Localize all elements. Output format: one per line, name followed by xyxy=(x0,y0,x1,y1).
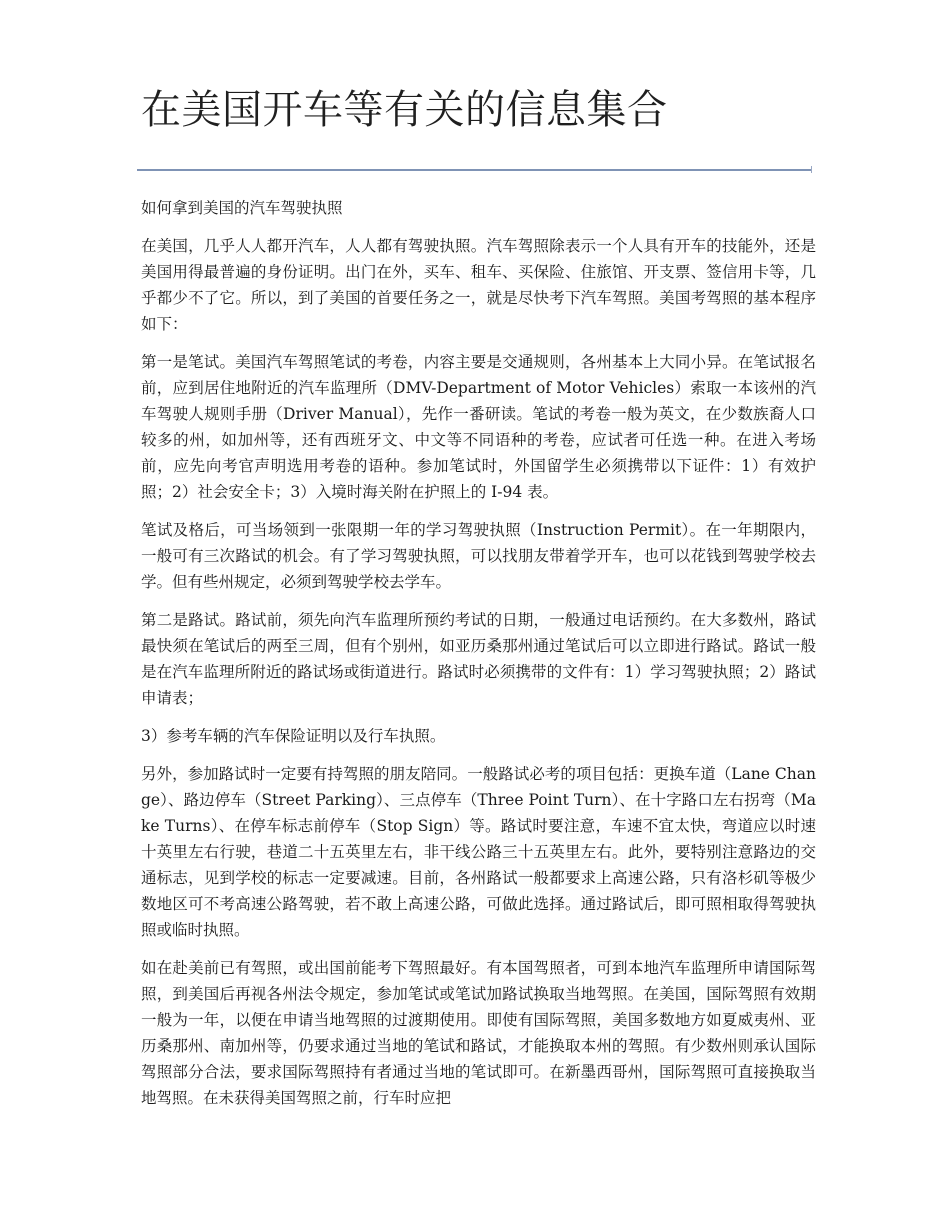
title-underline-end xyxy=(811,166,812,173)
document-body xyxy=(141,195,816,1123)
title-underline xyxy=(137,169,812,171)
document-title: 在美国开车等有关的信息集合 xyxy=(141,87,668,133)
paragraph-road-test-items: 另外，参加路试时一定要有持驾照的朋友陪同。一般路试必考的项目包括：更换车道（Lane Change）、路边停车（Street Parking）、三点停车（Three Point Turn）、在十字路口左右拐弯（Make Turns）、在停车标志前停车（Stop Sign）等。路试时要注意，车速不宜太快，弯道应以时速十英里左右行驶，巷道二十五英里左右，非干线公路三十五英里左右。此外，要特别注意路边的交通标志，见到学校的标志一定要减速。目前，各州路试一般都要求上高速公路，只有洛杉矶等极少数地区可不考高速公路驾驶，若不敢上高速公路，可做此选择。通过路试后，即可照相取得驾驶执照或临时执照。 xyxy=(141,765,816,939)
section-heading: 如何拿到美国的汽车驾驶执照 xyxy=(141,199,343,217)
paragraph-intro: 在美国，几乎人人都开汽车，人人都有驾驶执照。汽车驾照除表示一个人具有开车的技能外，还是美国用得最普遍的身份证明。出门在外，买车、租车、买保险、住旅馆、开支票、签信用卡等，几乎都少不了它。所以，到了美国的首要任务之一，就是尽快考下汽车驾照。美国考驾照的基本程序如下： xyxy=(141,237,816,333)
paragraph-written-test: 第一是笔试。美国汽车驾照笔试的考卷，内容主要是交通规则，各州基本上大同小异。在笔试报名前，应到居住地附近的汽车监理所（DMV-Department of Motor Vehicles）索取一本该州的汽车驾驶人规则手册（Driver Manual），先作一番研读。笔试的考卷一般为英文，在少数族裔人口较多的州，如加州等，还有西班牙文、中文等不同语种的考卷，应试者可任选一种。在进入考场前，应先向考官声明选用考卷的语种。参加笔试时，外国留学生必须携带以下证件：1）有效护照；2）社会安全卡；3）入境时海关附在护照上的 I-94 表。 xyxy=(141,353,816,501)
paragraph-international-license: 如在赴美前已有驾照，或出国前能考下驾照最好。有本国驾照者，可到本地汽车监理所申请国际驾照，到美国后再视各州法令规定，参加笔试或笔试加路试换取当地驾照。在美国，国际驾照有效期一般为一年，以便在申请当地驾照的过渡期使用。即使有国际驾照，美国多数地方如夏威夷州、亚历桑那州、南加州等，仍要求通过当地的笔试和路试，才能换取本州的驾照。有少数州则承认国际驾照部分合法，要求国际驾照持有者通过当地的笔试即可。在新墨西哥州，国际驾照可直接换取当地驾照。在未获得美国驾照之前，行车时应把 xyxy=(141,959,816,1107)
paragraph-road-test: 第二是路试。路试前，须先向汽车监理所预约考试的日期，一般通过电话预约。在大多数州，路试最快须在笔试后的两至三周，但有个别州，如亚历桑那州通过笔试后可以立即进行路试。路试一般是在汽车监理所附近的路试场或街道进行。路试时必须携带的文件有：1）学习驾驶执照；2）路试申请表； xyxy=(141,611,816,707)
paragraph-road-test-documents: 3）参考车辆的汽车保险证明以及行车执照。 xyxy=(141,727,446,745)
paragraph-instruction-permit: 笔试及格后，可当场领到一张限期一年的学习驾驶执照（Instruction Permit）。在一年期限内，一般可有三次路试的机会。有了学习驾驶执照，可以找朋友带着学开车，也可以花钱到驾驶学校去学。但有些州规定，必须到驾驶学校去学车。 xyxy=(141,521,816,591)
